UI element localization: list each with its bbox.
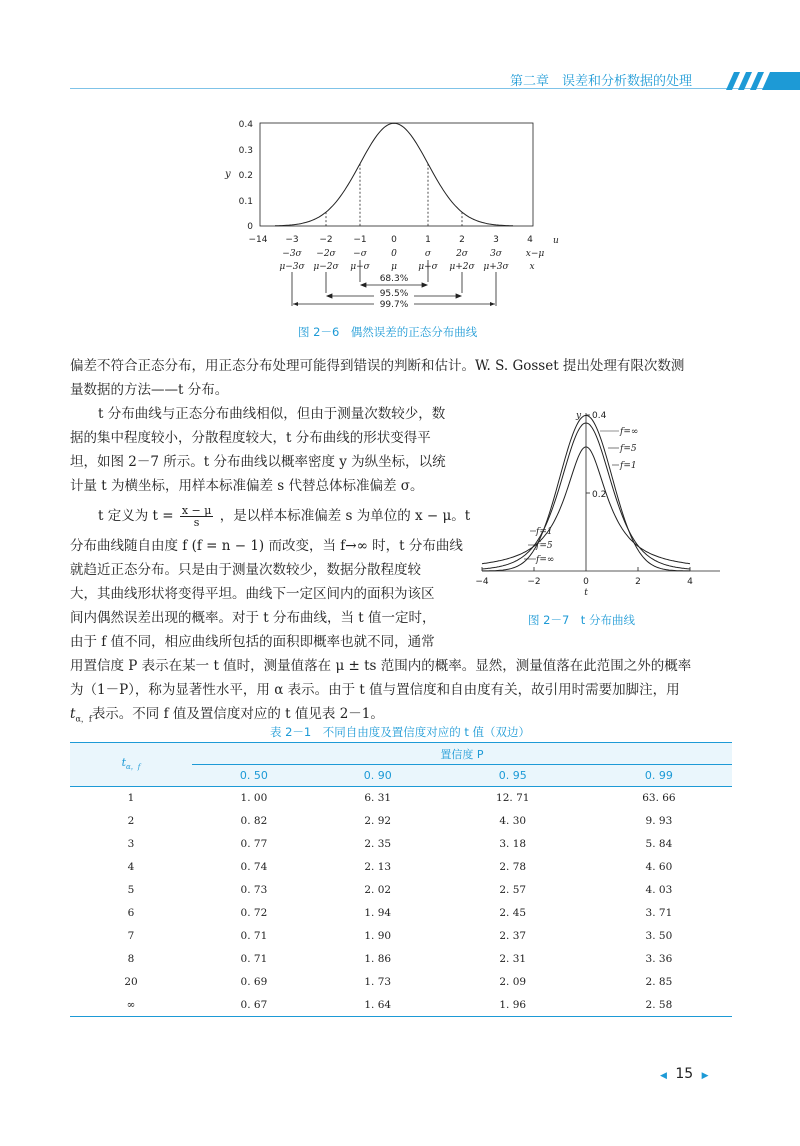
table-cell: 6. 31 [364, 792, 392, 805]
table-title: 表 2－1 不同自由度及置信度对应的 t 值（双边） [269, 725, 531, 739]
table-cell: 2. 58 [586, 994, 732, 1017]
fig26-utick: 1 [425, 235, 431, 245]
table-row [70, 856, 732, 879]
table-cell: 3. 50 [645, 930, 673, 942]
table-cell: 2. 57 [499, 884, 527, 896]
table-group-header: 置信度 P [192, 743, 732, 765]
fig26-sigma: −3σ [282, 249, 302, 259]
fig26-utick: −3 [285, 235, 299, 245]
table-cell: 2. 09 [499, 976, 527, 988]
table-cell-f: 2 [127, 815, 135, 827]
table-cell: 0. 69 [240, 976, 268, 988]
fig26-mu: μ+3σ [483, 262, 509, 272]
fig27-xlabel: t [584, 588, 588, 598]
table-column-header: 0. 90 [316, 765, 440, 787]
fig27-ytick: 0.2 [592, 490, 607, 500]
chapter-title: 第二章 误差和分析数据的处理 [510, 74, 693, 89]
fig26-frame [260, 123, 533, 226]
table-cell: 3. 71 [645, 907, 673, 919]
fig26-mu: μ+σ [418, 262, 438, 272]
fig26-sigma: 0 [391, 249, 397, 259]
fig27-xtick: 0 [583, 577, 589, 587]
table-cell: 4. 30 [499, 815, 527, 827]
table-cell-f: 3 [127, 838, 135, 850]
table-cell: 5. 84 [645, 838, 673, 850]
fig27-ylabel: y [576, 411, 582, 421]
table-cell-f: 8 [127, 953, 135, 965]
legend-right-1: f=1 [620, 461, 637, 471]
table-cell: 12. 71 [496, 792, 530, 805]
table-cell: 0. 72 [240, 907, 268, 919]
table-cell: 2. 13 [364, 861, 392, 873]
table-corner-header [70, 743, 192, 787]
para3-line5: 间内偶然误差出现的概率。对于 t 分布曲线，当 t 值一定时， [70, 610, 436, 626]
fig26-mu: μ−3σ [279, 262, 305, 272]
table-cell: 0. 82 [240, 815, 268, 827]
table-row [70, 994, 732, 1017]
table-column-header: 0. 50 [192, 765, 316, 787]
table-cell: 4. 60 [645, 861, 673, 873]
para3-line9-text: 表示。不同 f 值及置信度对应的 t 值见表 2－1。 [91, 706, 384, 722]
table-cell: 0. 71 [240, 953, 268, 965]
para3-post: ，是以样本标准偏差 s 为单位的 x − μ。t [219, 508, 471, 524]
table-cell: 2. 02 [364, 884, 392, 896]
table-row [70, 948, 732, 971]
fig26-mu: μ+2σ [449, 262, 475, 272]
normal-distribution-figure [220, 110, 580, 310]
fig26-mu: μ−σ [350, 262, 370, 272]
table-row [70, 833, 732, 856]
fig27-xtick: −4 [475, 577, 489, 587]
t-symbol: t [70, 706, 76, 722]
fig27-xtick: 2 [635, 577, 641, 587]
prev-page-icon[interactable]: ◀ [660, 1071, 667, 1081]
fig26-utick: 2 [459, 235, 465, 245]
fig26-ytick: 0.4 [238, 120, 253, 130]
fig26-ytick: 0.2 [238, 171, 253, 181]
table-column-header: 0. 99 [586, 765, 732, 787]
table-row [70, 810, 732, 833]
figure-2-7-caption: 图 2－7 t 分布曲线 [528, 613, 635, 627]
table-corner-sub: α，f [126, 763, 141, 772]
para3-line8: 为（1－P），称为显著性水平，用 α 表示。由于 t 值与置信度和自由度有关，故引用时需要加脚注，用 [70, 682, 680, 698]
para2-line1: t 分布曲线与正态分布曲线相似，但由于测量次数较少，数 [98, 406, 446, 422]
table-row [70, 787, 732, 810]
t-subscript: α，f [75, 714, 92, 724]
table-row [70, 971, 732, 994]
table-cell: 0. 77 [240, 838, 268, 850]
legend-right-inf: f=∞ [620, 427, 639, 437]
fig26-utick: −1 [353, 235, 367, 245]
fig26-ytick: 0.3 [238, 146, 253, 156]
table-cell-f: ∞ [70, 994, 192, 1017]
table-cell: 1. 86 [364, 953, 392, 965]
table-corner-t: t [121, 756, 127, 770]
table-cell: 1. 00 [240, 792, 268, 805]
table-cell-f: 5 [127, 884, 135, 896]
table-cell: 3. 36 [645, 953, 673, 965]
para2-line2: 据的集中程度较小，分散程度较大，t 分布曲线的形状变得平 [70, 430, 431, 446]
table-cell: 1. 64 [316, 994, 440, 1017]
table-cell: 4. 03 [645, 884, 673, 896]
fig26-range-99: 99.7% [379, 300, 409, 310]
table-cell: 63. 66 [642, 792, 676, 805]
para3-line6: 由于 f 值不同，相应曲线所包括的面积即概率也就不同，通常 [70, 634, 435, 650]
fig27-ytick: 0.4 [592, 411, 607, 421]
fraction-numerator: x − μ [181, 504, 212, 517]
fig26-utick: 4 [527, 235, 533, 245]
fig26-ulabel: u [553, 236, 559, 246]
table-row [70, 879, 732, 902]
table-cell: 0. 71 [240, 930, 268, 942]
para2-line4: 计量 t 为横坐标，用样本标准偏差 s 代替总体标准偏差 σ。 [70, 478, 424, 494]
fig26-sigma: −2σ [316, 249, 336, 259]
table-cell: 2. 37 [499, 930, 527, 942]
fig26-ylabel: y [225, 169, 231, 180]
page-number [660, 1066, 709, 1082]
table-cell: 0. 74 [240, 861, 268, 873]
table-cell: 2. 92 [364, 815, 392, 827]
table-row [70, 902, 732, 925]
fig26-range-95: 95.5% [379, 289, 409, 299]
fig26-sigma-label: x−μ [525, 249, 545, 259]
legend-left-5: f=5 [536, 541, 553, 551]
fig26-sigma: σ [424, 249, 432, 259]
table-cell-f: 1 [127, 792, 135, 805]
table-cell: 0. 73 [240, 884, 268, 896]
fig26-sigma: 2σ [456, 249, 468, 259]
table-cell-f: 4 [127, 861, 135, 873]
table-column-header: 0. 95 [440, 765, 586, 787]
table-cell: 1. 96 [440, 994, 586, 1017]
para3-line7: 用置信度 P 表示在某一 t 值时，测量值落在 μ ± ts 范围内的概率。显然，测量值落在此范围之外的概率 [70, 658, 692, 674]
t-fraction [180, 505, 214, 528]
fig27-xtick: 4 [687, 577, 693, 587]
table-cell: 1. 94 [364, 907, 392, 919]
normal-curve [275, 123, 513, 226]
para3-line4: 大，其曲线形状将变得平坦。曲线下一定区间内的面积为该区 [70, 586, 435, 602]
table-cell: 2. 45 [499, 907, 527, 919]
table-cell-f: 7 [127, 930, 135, 942]
fig27-xtick: −2 [527, 577, 541, 587]
table-cell: 1. 73 [364, 976, 392, 988]
para3-line1 [98, 504, 470, 528]
legend-right-5: f=5 [620, 444, 637, 454]
table-cell-f: 20 [124, 976, 138, 988]
fig26-utick: −14 [248, 235, 268, 245]
legend-left-inf: f=∞ [536, 555, 555, 565]
fig26-range-68: 68.3% [379, 274, 409, 284]
table-cell: 2. 85 [645, 976, 673, 988]
fig26-mu-label: x [529, 262, 535, 272]
fig26-sigma: −σ [353, 249, 367, 259]
fig26-mu: μ [391, 262, 397, 272]
table-cell: 1. 90 [364, 930, 392, 942]
para1-line1: 偏差不符合正态分布，用正态分布处理可能得到错误的判断和估计。W. S. Gosset 提出处理有限次数测 [70, 358, 685, 374]
table-cell: 2. 35 [364, 838, 392, 850]
table-row [70, 925, 732, 948]
table-cell: 3. 18 [499, 838, 527, 850]
fig26-mu: μ−2σ [313, 262, 339, 272]
next-page-icon[interactable]: ▶ [701, 1071, 709, 1081]
fig26-utick: 3 [493, 235, 499, 245]
fig26-sigma: 3σ [490, 249, 502, 259]
para1-line2: 量数据的方法——t 分布。 [70, 382, 229, 398]
table-cell: 2. 78 [499, 861, 527, 873]
fig26-utick: −2 [319, 235, 333, 245]
fraction-denominator: s [193, 516, 200, 529]
table-cell: 0. 67 [192, 994, 316, 1017]
table-cell: 2. 31 [499, 953, 527, 965]
header-stripes-icon [722, 72, 800, 90]
fig26-utick: 0 [391, 235, 397, 245]
para3-pre: t 定义为 t = [98, 508, 174, 524]
fig26-ytick: 0.1 [238, 197, 253, 207]
figure-2-6-caption: 图 2－6 偶然误差的正态分布曲线 [298, 325, 478, 339]
para3-line2: 分布曲线随自由度 f (f = n − 1) 而改变，当 f→∞ 时，t 分布曲线 [70, 538, 463, 554]
para2-line3: 坦，如图 2－7 所示。t 分布曲线以概率密度 y 为纵坐标，以统 [70, 454, 446, 470]
table-cell-f: 6 [127, 907, 135, 919]
t-distribution-figure [470, 405, 730, 605]
fig26-ytick: 0 [247, 222, 253, 232]
page-number-text: 15 [675, 1066, 694, 1082]
table-cell: 9. 93 [645, 815, 673, 827]
para3-line3: 就趋近正态分布。只是由于测量次数较少，数据分散程度较 [70, 562, 421, 578]
t-value-table [70, 742, 732, 1017]
legend-left-1: f=1 [536, 527, 553, 537]
